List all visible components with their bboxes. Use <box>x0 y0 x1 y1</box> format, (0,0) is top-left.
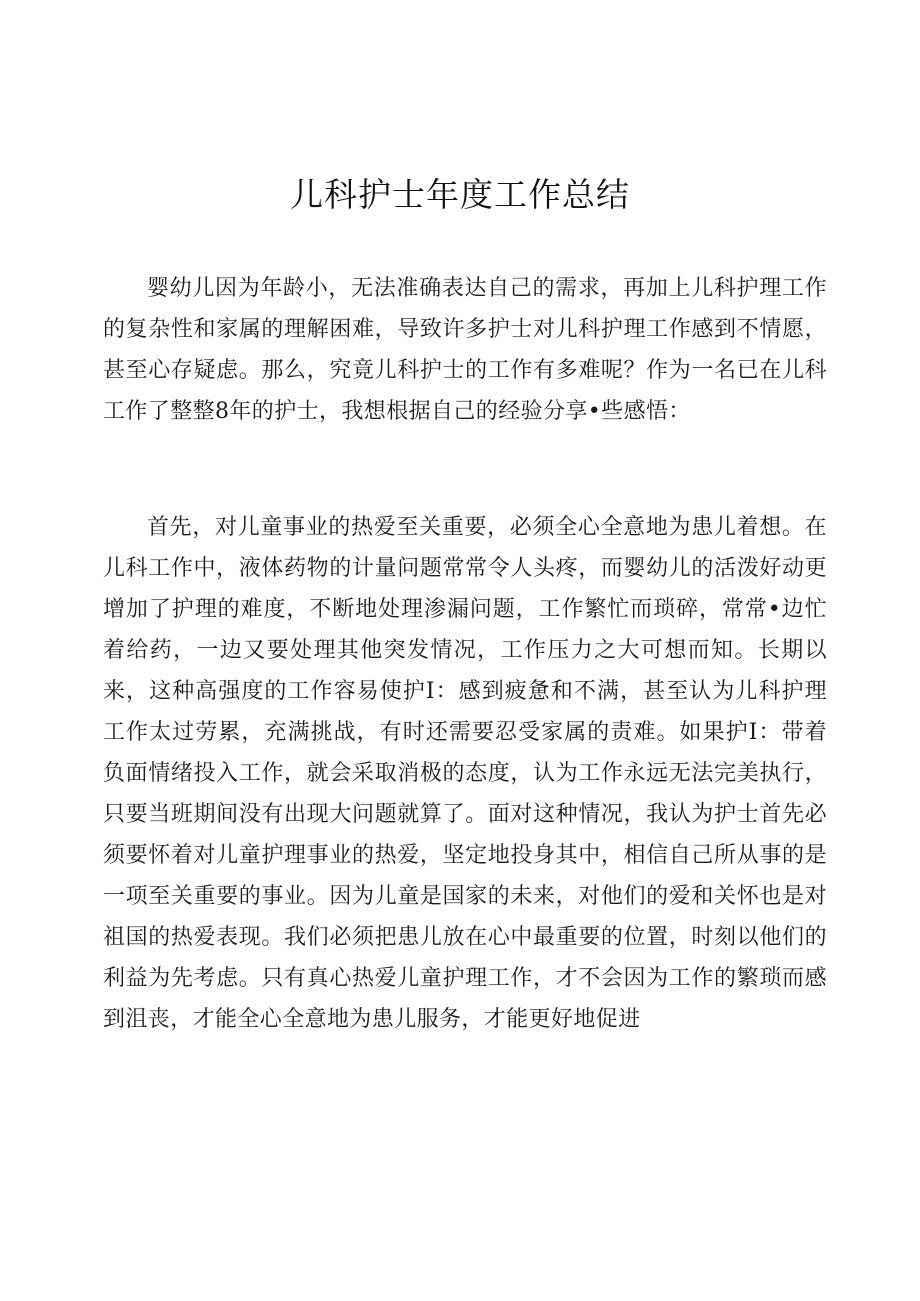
paragraph-intro: 婴幼儿因为年龄小，无法准确表达自己的需求，再加上儿科护理工作的复杂性和家属的理解困难，导致许多护士对儿科护理工作感到不情愿，甚至心存疑虑。那么，究竟儿科护士的工作有多难呢？作为一名已在儿科工作了整整8年的护士，我想根据自己的经验分享•些感悟： <box>103 276 827 424</box>
document-title: 儿科护士年度工作总结 <box>290 175 630 214</box>
paragraph-body: 首先，对儿童事业的热爱至关重要，必须全心全意地为患儿着想。在儿科工作中，液体药物的计量问题常常令人头疼，而婴幼儿的活泼好动更增加了护理的难度，不断地处理渗漏问题，工作繁忙而琐碎，常常•边忙着给药，一边又要处理其他突发情况，工作压力之大可想而知。长期以来，这种高强度的工作容易使护I：感到疲惫和不满，甚至认为儿科护理工作太过劳累，充满挑战，有时还需要忍受家属的责难。如果护I：带着负面情绪投入工作，就会采取消极的态度，认为工作永远无法完美执行，只要当班期间没有出现大问题就算了。面对这种情况，我认为护士首先必须要怀着对儿童护理事业的热爱，坚定地投身其中，相信自己所从事的是一项至关重要的事业。因为儿童是国家的未来，对他们的爱和关怀也是对祖国的热爱表现。我们必须把患儿放在心中最重要的位置，时刻以他们的利益为先考虑。只有真心热爱儿童护理工作，才不会因为工作的繁琐而感到沮丧，才能全心全意地为患儿服务，才能更好地促进 <box>103 515 827 1032</box>
